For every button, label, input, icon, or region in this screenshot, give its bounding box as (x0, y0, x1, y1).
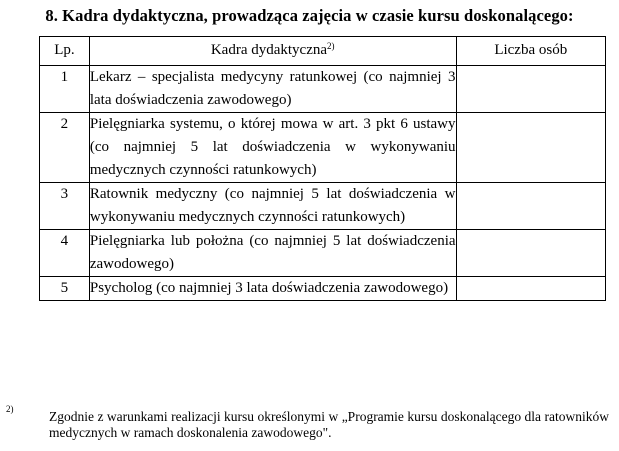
staff-description: Ratownik medyczny (co najmniej 5 lat doświadczenia w wykonywaniu medycznych czynności ratunkowych) (89, 183, 456, 230)
table-row (40, 277, 606, 301)
staff-count-cell[interactable] (456, 66, 605, 113)
teaching-staff-table (39, 36, 606, 301)
footnote-mark: 2) (6, 404, 14, 414)
table-header-row (40, 37, 606, 66)
staff-description: Pielęgniarka systemu, o której mowa w art. 3 pkt 6 ustawy (co najmniej 5 lat doświadczenia w wykonywaniu medycznych czynności ratunkowych) (89, 113, 456, 183)
staff-description: Lekarz – specjalista medycyny ratunkowej (co najmniej 3 lata doświadczenia zawodowego) (89, 66, 456, 113)
staff-description: Psycholog (co najmniej 3 lata doświadczenia zawodowego) (89, 277, 456, 301)
footnote-reference: 2) (327, 41, 335, 51)
table-row (40, 66, 606, 113)
staff-count-cell[interactable] (456, 113, 605, 183)
row-number: 4 (40, 230, 90, 277)
footnote-text: Zgodnie z warunkami realizacji kursu określonymi w „Programie kursu doskonalącego dla ratowników medycznych w ramach doskonalenia zawodowego". (49, 409, 609, 440)
row-number: 5 (40, 277, 90, 301)
staff-count-cell[interactable] (456, 230, 605, 277)
table-row (40, 113, 606, 183)
column-header-lp: Lp. (40, 37, 90, 66)
staff-description: Pielęgniarka lub położna (co najmniej 5 lat doświadczenia zawodowego) (89, 230, 456, 277)
staff-count-cell[interactable] (456, 183, 605, 230)
staff-count-cell[interactable] (456, 277, 605, 301)
table-row (40, 183, 606, 230)
row-number: 3 (40, 183, 90, 230)
column-header-kadra-label: Kadra dydaktyczna (210, 42, 328, 58)
table-row (40, 230, 606, 277)
section-heading: 8. Kadra dydaktyczna, prowadząca zajęcia w czasie kursu doskonalącego: (45, 6, 574, 25)
column-header-liczba: Liczba osób (456, 37, 605, 66)
row-number: 2 (40, 113, 90, 183)
row-number: 1 (40, 66, 90, 113)
column-header-kadra (89, 37, 456, 66)
